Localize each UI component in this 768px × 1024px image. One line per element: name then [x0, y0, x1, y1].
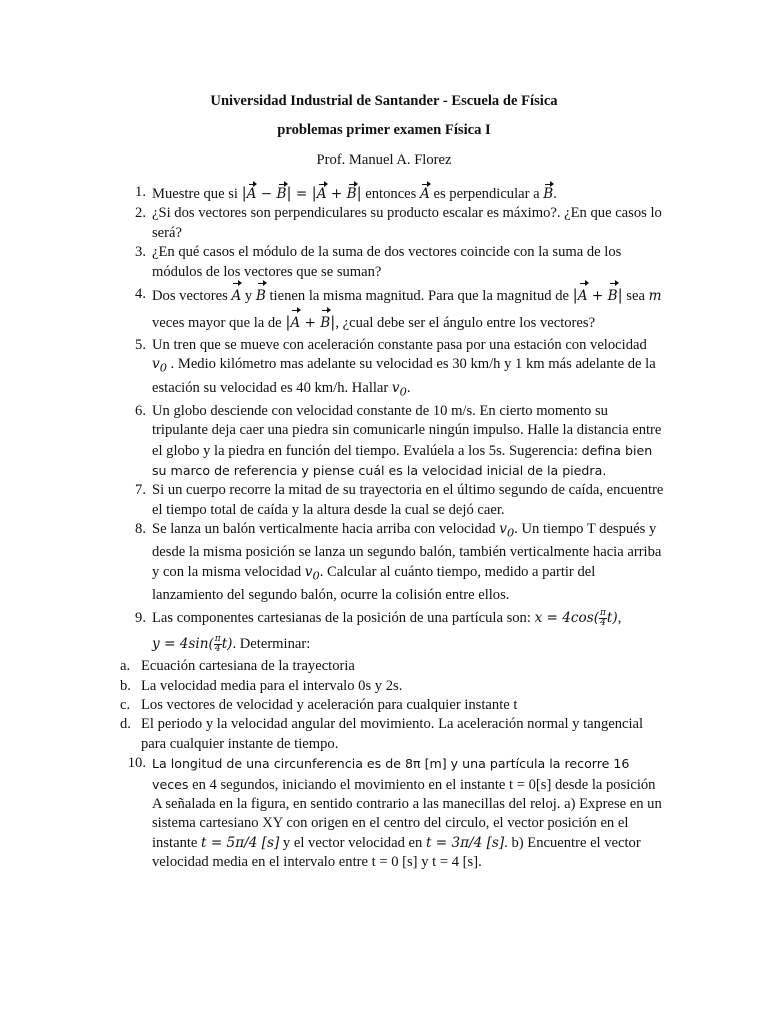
- problem-text: en 4 segundos, iniciando el movimiento en el instante t = 0[s] desde la posición A señalada en la figura, en sentido contrario a las manecillas del reloj. a) Exprese en un sistema cartesiano XY con origen en el centro del circulo, el vector posición en el instante: [152, 776, 662, 851]
- abs-bar: |: [356, 184, 362, 202]
- math-t2: t = 3π/4 [s]: [425, 834, 505, 851]
- problem-8: [120, 520, 665, 605]
- problem-number: 2.: [135, 205, 146, 222]
- problem-10: [120, 754, 665, 872]
- vector-b: B: [608, 282, 618, 309]
- subitem-b: [120, 677, 665, 696]
- problem-5: [120, 336, 665, 402]
- vector-b: B: [347, 183, 357, 204]
- abs-bar: |: [241, 184, 247, 202]
- problem-text: Las componentes cartesianas de la posición de una partícula son:: [152, 610, 535, 627]
- problem-text: es perpendicular a: [429, 186, 544, 202]
- problem-number: 1.: [135, 184, 146, 200]
- problem-text: Si un cuerpo recorre la mitad de su trayectoria en el último segundo de caída, encuentre el tiempo total de caída y la altura desde la cual se dejó caer.: [152, 482, 664, 518]
- problem-hint: defina bien su marco de referencia y piense cuál es la velocidad inicial de la piedra.: [152, 442, 653, 478]
- problem-number: 9.: [135, 610, 146, 627]
- vector-a: A: [247, 183, 257, 204]
- vector-b: B: [256, 282, 266, 309]
- subitem-d: [120, 715, 665, 754]
- problem-list: [120, 183, 665, 873]
- math-operator: +: [326, 186, 347, 202]
- problem-text: Se lanza un balón verticalmente hacia arriba con velocidad: [152, 521, 500, 538]
- math-operator: =: [291, 186, 312, 202]
- professor-name: Prof. Manuel A. Florez: [316, 152, 452, 168]
- vector-b: B: [277, 183, 287, 204]
- problem-text: y: [241, 288, 256, 305]
- pi-over-four-fraction: $\frac{\pi}{4}$: [600, 608, 606, 629]
- subitem-text: El periodo y la velocidad angular del movimiento. La aceleración normal y tangencial para cualquier instante de tiempo.: [141, 716, 644, 752]
- problem-text: sea: [622, 288, 645, 305]
- problem-number: 3.: [135, 244, 146, 261]
- university-heading: Universidad Industrial de Santander - Escuela de Física: [210, 93, 558, 109]
- subitem-letter: c.: [120, 697, 131, 713]
- problem-text: veces mayor que la de: [152, 315, 286, 332]
- problem-6: [120, 402, 665, 482]
- problem-text: . Determinar:: [232, 636, 311, 653]
- abs-bar: |: [311, 184, 317, 202]
- math-variable-m: m: [648, 288, 662, 305]
- math-operator: −: [256, 186, 277, 202]
- problem-2: [120, 204, 665, 243]
- vector-a: A: [420, 183, 430, 204]
- problem-text: . Medio kilómetro mas adelante su velocidad es 30 km/h y 1 km más adelante de la estación su velocidad es 40 km/h. Hallar: [152, 356, 656, 396]
- abs-bar: |: [330, 313, 336, 332]
- problem-text: Un tren que se mueve con aceleración constante pasa por una estación con velocidad: [152, 337, 647, 354]
- problem-3: [120, 243, 665, 282]
- vector-a: A: [231, 282, 241, 309]
- problem-text: Un globo desciende con velocidad constante de 10 m/s. En cierto momento su tripulante deja caer una piedra sin comunicarle ningún impulso. Halle la distancia entre el globo y la piedra en función del tiempo. Evalúela a los 5s. Sugerencia:: [152, 402, 662, 459]
- abs-bar: |: [285, 313, 291, 332]
- problem-text: Muestre que si: [152, 186, 242, 202]
- subitem-a: [120, 657, 665, 676]
- subitem-c: [120, 696, 665, 715]
- problem-text: . b) Encuentre el vector velocidad media en el intervalo entre t = 0 [s] y t = 4 [s].: [152, 834, 641, 871]
- subitem-letter: d.: [120, 716, 131, 733]
- subitem-text: Ecuación cartesiana de la trayectoria: [141, 658, 355, 675]
- problem-text: ¿En qué casos el módulo de la suma de dos vectores coincide con la suma de los módulos de los vectores que se suman?: [152, 244, 622, 280]
- math-operator: +: [300, 315, 321, 332]
- problem-text: Dos vectores: [152, 288, 232, 305]
- problem-text: .: [406, 379, 411, 396]
- vector-a: A: [578, 282, 588, 309]
- math-x-equation: x = 4cos( $\frac{\pi}{4}$ t): [534, 608, 618, 629]
- abs-bar: |: [286, 184, 292, 202]
- problem-text: entonces: [361, 186, 420, 202]
- math-operator: +: [587, 288, 608, 305]
- problem-9: [120, 605, 665, 657]
- pi-over-four-fraction: $\frac{\pi}{4}$: [214, 634, 221, 655]
- math-v0: $v_0$: [152, 356, 167, 376]
- problem-9-subitems: [120, 657, 665, 754]
- vector-b: B: [320, 309, 330, 336]
- subitem-letter: a.: [120, 658, 131, 675]
- problem-text: ¿Si dos vectores son perpendiculares su producto escalar es máximo?. ¿En que casos lo será?: [152, 205, 662, 241]
- math-y-equation: y = 4sin( $\frac{\pi}{4}$ t): [152, 634, 233, 655]
- abs-bar: |: [617, 286, 623, 305]
- exam-title: problemas primer examen Física I: [277, 122, 491, 138]
- problem-1: [120, 183, 665, 204]
- subitem-text: Los vectores de velocidad y aceleración para cualquier instante t: [141, 697, 518, 713]
- problem-text: ,: [617, 610, 622, 627]
- problem-text: .: [553, 186, 557, 202]
- subitem-letter: b.: [120, 677, 131, 694]
- problem-number: 8.: [135, 521, 146, 538]
- problem-number: 7.: [135, 482, 146, 499]
- problem-text: tienen la misma magnitud. Para que la magnitud de: [265, 288, 573, 305]
- problem-number: 5.: [135, 337, 146, 354]
- math-v0: $v_0$: [391, 379, 407, 399]
- abs-bar: |: [572, 286, 578, 305]
- vector-a: A: [317, 183, 327, 204]
- problem-number: 4.: [135, 286, 146, 303]
- math-v0: $v_0$: [304, 563, 320, 583]
- problem-4: [120, 282, 665, 336]
- problem-7: [120, 481, 665, 520]
- problem-text: . Calcular al cuánto tiempo, medido a partir del lanzamiento del segundo balón, ocurre la colisión entre ellos.: [152, 563, 596, 603]
- problem-number: 10.: [127, 755, 146, 772]
- problem-text: La longitud de una circunferencia es de 8π [m] y una partícula la recorre 16 veces: [152, 756, 630, 792]
- problem-number: 6.: [135, 402, 146, 419]
- vector-a: A: [290, 309, 300, 336]
- problem-text: , ¿cual debe ser el ángulo entre los vectores?: [335, 315, 596, 332]
- vector-b: B: [543, 183, 553, 204]
- math-v0: $v_0$: [499, 521, 515, 540]
- problem-text: y el vector velocidad en: [279, 834, 426, 851]
- problem-text: . Un tiempo T después y desde la misma posición se lanza un segundo balón, también verticalmente hacia arriba y con la misma velocidad: [152, 521, 662, 580]
- subitem-text: La velocidad media para el intervalo 0s y 2s.: [141, 677, 403, 694]
- math-t1: t = 5π/4 [s]: [201, 834, 280, 851]
